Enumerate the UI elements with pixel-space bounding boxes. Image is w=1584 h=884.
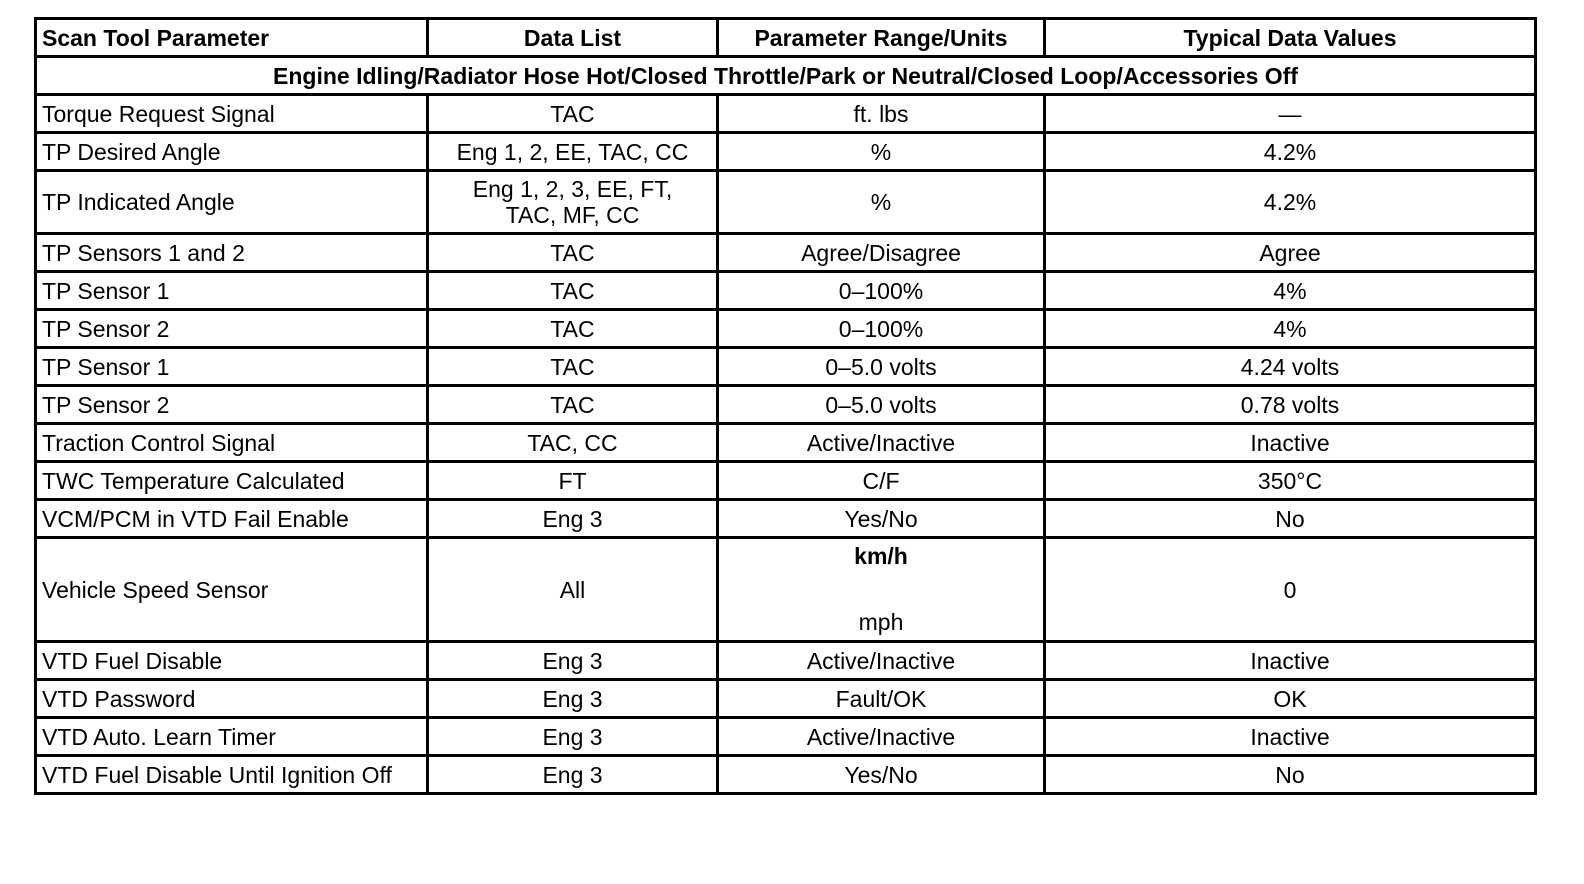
- header-parameter-range-units: Parameter Range/Units: [718, 19, 1045, 57]
- header-row: [36, 19, 1536, 57]
- data-list-cell: TAC, CC: [428, 424, 718, 462]
- parameter-cell: Vehicle Speed Sensor: [36, 538, 428, 642]
- table-row: [36, 272, 1536, 310]
- data-list-cell: TAC: [428, 95, 718, 133]
- typical-value-cell: 4.24 volts: [1045, 348, 1536, 386]
- data-list-cell: All: [428, 538, 718, 642]
- table-row: [36, 642, 1536, 680]
- header-scan-tool-parameter: Scan Tool Parameter: [36, 19, 428, 57]
- parameter-cell: TP Sensor 2: [36, 310, 428, 348]
- typical-value-cell: —: [1045, 95, 1536, 133]
- data-list-cell: TAC: [428, 348, 718, 386]
- data-list-cell: Eng 1, 2, EE, TAC, CC: [428, 133, 718, 171]
- typical-value-cell: OK: [1045, 680, 1536, 718]
- table-row: [36, 234, 1536, 272]
- range-units-cell: ft. lbs: [718, 95, 1045, 133]
- operating-condition: Engine Idling/Radiator Hose Hot/Closed Throttle/Park or Neutral/Closed Loop/Accessories Off: [36, 57, 1536, 95]
- typical-value-cell: Agree: [1045, 234, 1536, 272]
- range-units-cell: Agree/Disagree: [718, 234, 1045, 272]
- data-list-cell: Eng 3: [428, 680, 718, 718]
- scan-tool-data-table: [34, 17, 1537, 795]
- data-list-line: TAC, MF, CC: [505, 202, 640, 228]
- header-typical-data-values: Typical Data Values: [1045, 19, 1536, 57]
- range-unit-line: [724, 573, 1038, 606]
- range-unit-line: mph: [858, 609, 904, 635]
- range-unit-line: km/h: [854, 543, 908, 569]
- table-row: [36, 171, 1536, 234]
- range-units-cell: 0–5.0 volts: [718, 386, 1045, 424]
- data-list-cell: [428, 171, 718, 234]
- header-data-list: Data List: [428, 19, 718, 57]
- parameter-cell: TWC Temperature Calculated: [36, 462, 428, 500]
- data-list-cell: FT: [428, 462, 718, 500]
- typical-value-cell: Inactive: [1045, 642, 1536, 680]
- table-row: [36, 756, 1536, 794]
- data-list-cell: TAC: [428, 234, 718, 272]
- range-units-cell: 0–5.0 volts: [718, 348, 1045, 386]
- typical-value-cell: 0: [1045, 538, 1536, 642]
- range-units-cell: C/F: [718, 462, 1045, 500]
- range-units-cell: [718, 538, 1045, 642]
- parameter-cell: TP Indicated Angle: [36, 171, 428, 234]
- typical-value-cell: 350°C: [1045, 462, 1536, 500]
- parameter-cell: VCM/PCM in VTD Fail Enable: [36, 500, 428, 538]
- table-row: [36, 718, 1536, 756]
- range-units-cell: 0–100%: [718, 272, 1045, 310]
- table-row: [36, 95, 1536, 133]
- parameter-cell: TP Sensor 2: [36, 386, 428, 424]
- table-row: [36, 133, 1536, 171]
- range-units-cell: Yes/No: [718, 756, 1045, 794]
- typical-value-cell: 4%: [1045, 272, 1536, 310]
- parameter-cell: VTD Password: [36, 680, 428, 718]
- range-units-cell: Yes/No: [718, 500, 1045, 538]
- range-units-cell: %: [718, 133, 1045, 171]
- table-row: [36, 386, 1536, 424]
- table-row: [36, 348, 1536, 386]
- typical-value-cell: No: [1045, 500, 1536, 538]
- range-units-cell: %: [718, 171, 1045, 234]
- table-row: [36, 424, 1536, 462]
- parameter-cell: TP Sensors 1 and 2: [36, 234, 428, 272]
- range-units-cell: 0–100%: [718, 310, 1045, 348]
- parameter-cell: VTD Fuel Disable: [36, 642, 428, 680]
- parameter-cell: VTD Fuel Disable Until Ignition Off: [36, 756, 428, 794]
- parameter-cell: Torque Request Signal: [36, 95, 428, 133]
- data-list-cell: TAC: [428, 310, 718, 348]
- typical-value-cell: 4.2%: [1045, 171, 1536, 234]
- data-list-line: Eng 1, 2, 3, EE, FT,: [472, 176, 673, 202]
- parameter-cell: TP Sensor 1: [36, 348, 428, 386]
- parameter-cell: TP Sensor 1: [36, 272, 428, 310]
- table-row: [36, 462, 1536, 500]
- typical-value-cell: No: [1045, 756, 1536, 794]
- parameter-cell: TP Desired Angle: [36, 133, 428, 171]
- table-row: [36, 500, 1536, 538]
- data-list-cell: TAC: [428, 272, 718, 310]
- data-list-cell: Eng 3: [428, 718, 718, 756]
- range-units-cell: Active/Inactive: [718, 718, 1045, 756]
- range-units-cell: Active/Inactive: [718, 642, 1045, 680]
- typical-value-cell: Inactive: [1045, 718, 1536, 756]
- table-row: [36, 538, 1536, 642]
- typical-value-cell: 4%: [1045, 310, 1536, 348]
- data-list-cell: Eng 3: [428, 756, 718, 794]
- data-list-cell: Eng 3: [428, 642, 718, 680]
- table-row: [36, 680, 1536, 718]
- table-row: [36, 310, 1536, 348]
- parameter-cell: Traction Control Signal: [36, 424, 428, 462]
- typical-value-cell: 0.78 volts: [1045, 386, 1536, 424]
- condition-row: [36, 57, 1536, 95]
- data-list-cell: TAC: [428, 386, 718, 424]
- typical-value-cell: Inactive: [1045, 424, 1536, 462]
- typical-value-cell: 4.2%: [1045, 133, 1536, 171]
- range-units-cell: Fault/OK: [718, 680, 1045, 718]
- data-list-cell: Eng 3: [428, 500, 718, 538]
- parameter-cell: VTD Auto. Learn Timer: [36, 718, 428, 756]
- range-units-cell: Active/Inactive: [718, 424, 1045, 462]
